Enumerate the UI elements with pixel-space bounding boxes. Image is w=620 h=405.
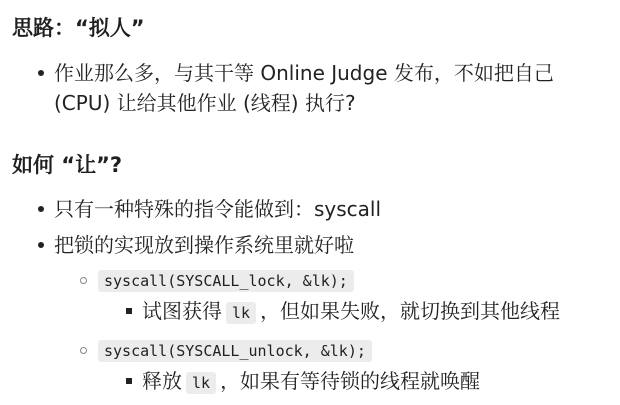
- detail-pre: 试图获得: [142, 299, 222, 323]
- sub-sub-item: [36, 366, 616, 398]
- sub-item-unlock: [36, 336, 616, 366]
- section-heading-2: 如何 “让”?: [12, 153, 123, 177]
- list-item: [36, 194, 611, 224]
- sub-item-lock: [36, 266, 616, 296]
- list-item: [36, 230, 611, 260]
- bullet-text: 把锁的实现放到操作系统里就好啦: [54, 233, 354, 257]
- square-bullet-icon: [126, 378, 132, 384]
- bullet-list-1: [36, 58, 611, 124]
- bullet-text: 只有一种特殊的指令能做到：syscall: [54, 197, 382, 221]
- code-snippet: syscall(SYSCALL_unlock, &lk);: [98, 340, 372, 362]
- hollow-bullet-icon: [80, 347, 87, 354]
- bullet-line-2: (CPU) 让给其他作业 (线程) 执行?: [54, 91, 356, 115]
- section-heading-1: 思路：“拟人”: [12, 16, 145, 40]
- detail-pre: 释放: [142, 369, 182, 393]
- bullet-line-1: 作业那么多，与其干等 Online Judge 发布，不如把自己: [54, 61, 554, 85]
- hollow-bullet-icon: [80, 277, 87, 284]
- inline-code: lk: [226, 302, 256, 324]
- inline-code: lk: [186, 372, 216, 394]
- square-bullet-icon: [126, 308, 132, 314]
- code-snippet: syscall(SYSCALL_lock, &lk);: [98, 270, 354, 292]
- bullet-list-2: [36, 194, 611, 266]
- detail-post: ，如果有等待锁的线程就唤醒: [220, 369, 481, 393]
- sub-list: [36, 266, 616, 402]
- detail-post: ，但如果失败，就切换到其他线程: [260, 299, 561, 323]
- list-item: [36, 58, 611, 118]
- sub-sub-item: [36, 296, 616, 328]
